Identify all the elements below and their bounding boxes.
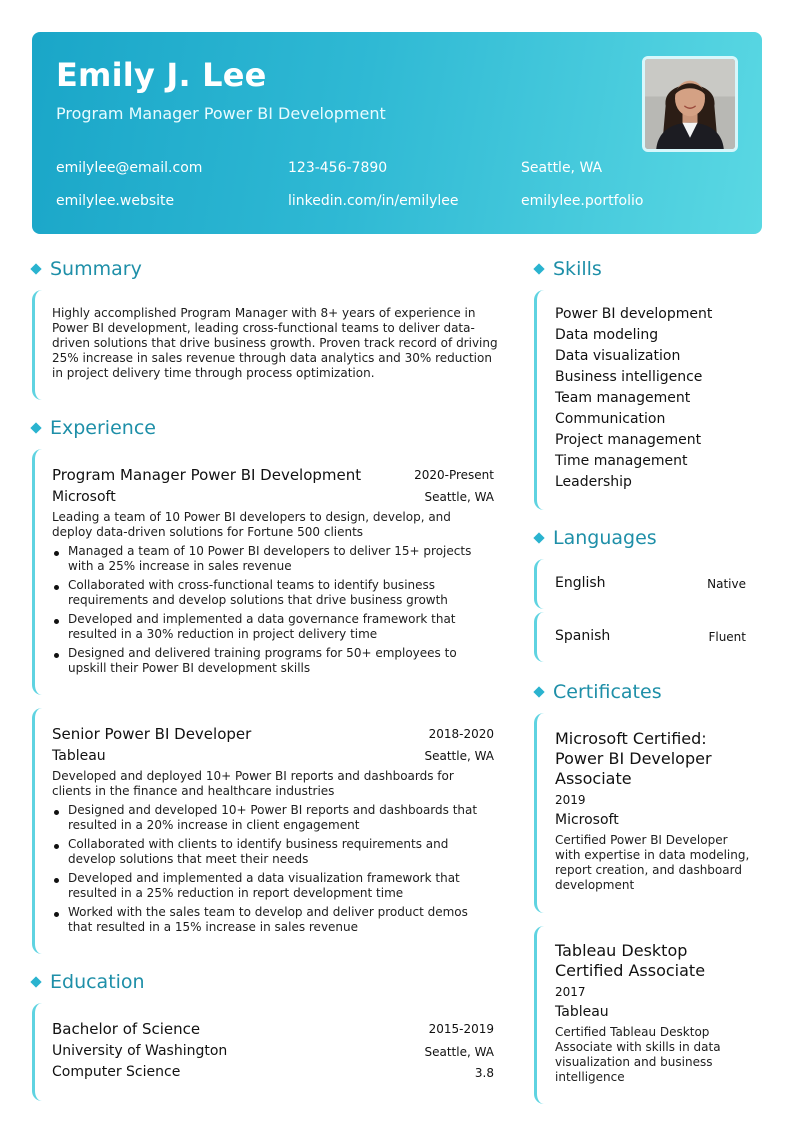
- job-bullet: Developed and implemented a data visualization framework that resulted in a 25% reduction in report development time: [68, 871, 494, 901]
- job-bullet: Collaborated with clients to identify business requirements and develop solutions that meet their needs: [68, 837, 494, 867]
- resume-header: [32, 32, 762, 234]
- job-bullet: Collaborated with cross-functional teams to identify business requirements and develop solutions that drive business growth: [68, 578, 494, 608]
- certificate-card-1: [534, 713, 762, 913]
- certificates-heading-label: Certificates: [553, 681, 662, 703]
- skill-item: Power BI development: [555, 306, 713, 322]
- diamond-icon: [30, 263, 41, 274]
- certificate-title: Tableau Desktop Certified Associate: [555, 941, 706, 980]
- education-heading-label: Education: [50, 971, 145, 993]
- diamond-icon: [30, 976, 41, 987]
- job-company: Tableau: [52, 748, 106, 764]
- job-location: Seattle, WA: [424, 490, 494, 504]
- certificate-description: Certified Power BI Developer with expertise in data modeling, report creation, and dashboard development: [555, 833, 750, 892]
- job-description: Leading a team of 10 Power BI developers to design, develop, and deploy data-driven solutions for Fortune 500 clients: [52, 510, 451, 539]
- experience-card-2: [32, 708, 502, 954]
- certificate-org: Tableau: [555, 1004, 609, 1020]
- job-bullet: Managed a team of 10 Power BI developers to deliver 15+ projects with a 25% increase in sales revenue: [68, 544, 494, 574]
- skill-item: Business intelligence: [555, 369, 703, 385]
- education-location: Seattle, WA: [424, 1045, 494, 1059]
- diamond-icon: [533, 686, 544, 697]
- skill-item: Communication: [555, 411, 666, 427]
- skills-heading: [533, 258, 602, 280]
- summary-heading: [30, 258, 142, 280]
- diamond-icon: [533, 263, 544, 274]
- summary-text: Highly accomplished Program Manager with 8+ years of experience in Power BI development, leading cross-functional teams to deliver data-driven solutions that drive business growth. Proven track record of driving 25% increase in sales revenue through data analytics and 30% reduction in project delivery time through process optimization.: [52, 306, 498, 380]
- summary-heading-label: Summary: [50, 258, 142, 280]
- profile-photo: [642, 56, 738, 152]
- summary-card: [32, 290, 502, 400]
- job-bullet: Designed and delivered training programs for 50+ employees to upskill their Power BI development skills: [68, 646, 494, 676]
- certificates-heading: [533, 681, 662, 703]
- website-link[interactable]: emilylee.website: [56, 193, 175, 209]
- certificate-title: Microsoft Certified: Power BI Developer Associate: [555, 729, 712, 788]
- job-description: Developed and deployed 10+ Power BI reports and dashboards for clients in the finance and healthcare industries: [52, 769, 454, 798]
- job-title: Program Manager Power BI Development: [52, 466, 362, 484]
- skills-card: [534, 290, 762, 510]
- experience-heading-label: Experience: [50, 417, 156, 439]
- language-name: English: [555, 575, 606, 591]
- language-level: Fluent: [708, 630, 746, 644]
- diamond-icon: [533, 532, 544, 543]
- job-title: Senior Power BI Developer: [52, 725, 252, 743]
- languages-heading-label: Languages: [553, 527, 657, 549]
- certificate-year: 2019: [555, 793, 586, 807]
- school: University of Washington: [52, 1043, 228, 1059]
- education-heading: [30, 971, 145, 993]
- location-text: Seattle, WA: [521, 160, 603, 176]
- degree: Bachelor of Science: [52, 1020, 201, 1038]
- experience-heading: [30, 417, 156, 439]
- language-level: Native: [707, 577, 746, 591]
- skills-heading-label: Skills: [553, 258, 602, 280]
- skill-item: Data visualization: [555, 348, 681, 364]
- email-text: emilylee@email.com: [56, 160, 203, 176]
- certificate-description: Certified Tableau Desktop Associate with skills in data visualization and business intelligence: [555, 1025, 721, 1084]
- skill-item: Team management: [555, 390, 691, 406]
- field-of-study: Computer Science: [52, 1064, 181, 1080]
- skill-item: Project management: [555, 432, 702, 448]
- language-card-spanish: [534, 612, 762, 662]
- candidate-name: Emily J. Lee: [56, 56, 267, 94]
- language-name: Spanish: [555, 628, 611, 644]
- phone-text: 123-456-7890: [288, 160, 388, 176]
- candidate-title: Program Manager Power BI Development: [56, 104, 386, 123]
- skill-item: Time management: [555, 453, 688, 469]
- job-company: Microsoft: [52, 489, 116, 505]
- job-dates: 2018-2020: [428, 727, 494, 741]
- portfolio-link[interactable]: emilylee.portfolio: [521, 193, 644, 209]
- job-bullet: Designed and developed 10+ Power BI reports and dashboards that resulted in a 20% increase in client engagement: [68, 803, 494, 833]
- linkedin-link[interactable]: linkedin.com/in/emilylee: [288, 193, 459, 209]
- experience-card-1: [32, 449, 502, 695]
- education-dates: 2015-2019: [428, 1022, 494, 1036]
- job-dates: 2020-Present: [414, 468, 494, 482]
- skill-item: Data modeling: [555, 327, 659, 343]
- certificate-year: 2017: [555, 985, 586, 999]
- language-card-english: [534, 559, 762, 609]
- languages-heading: [533, 527, 657, 549]
- education-card: [32, 1003, 502, 1101]
- certificate-card-2: [534, 926, 762, 1104]
- job-bullet: Developed and implemented a data governance framework that resulted in a 30% reduction in project delivery time: [68, 612, 494, 642]
- diamond-icon: [30, 422, 41, 433]
- job-location: Seattle, WA: [424, 749, 494, 763]
- skill-item: Leadership: [555, 474, 632, 490]
- gpa: 3.8: [474, 1066, 494, 1080]
- certificate-org: Microsoft: [555, 812, 619, 828]
- job-bullet: Worked with the sales team to develop and deliver product demos that resulted in a 15% increase in sales revenue: [68, 905, 494, 935]
